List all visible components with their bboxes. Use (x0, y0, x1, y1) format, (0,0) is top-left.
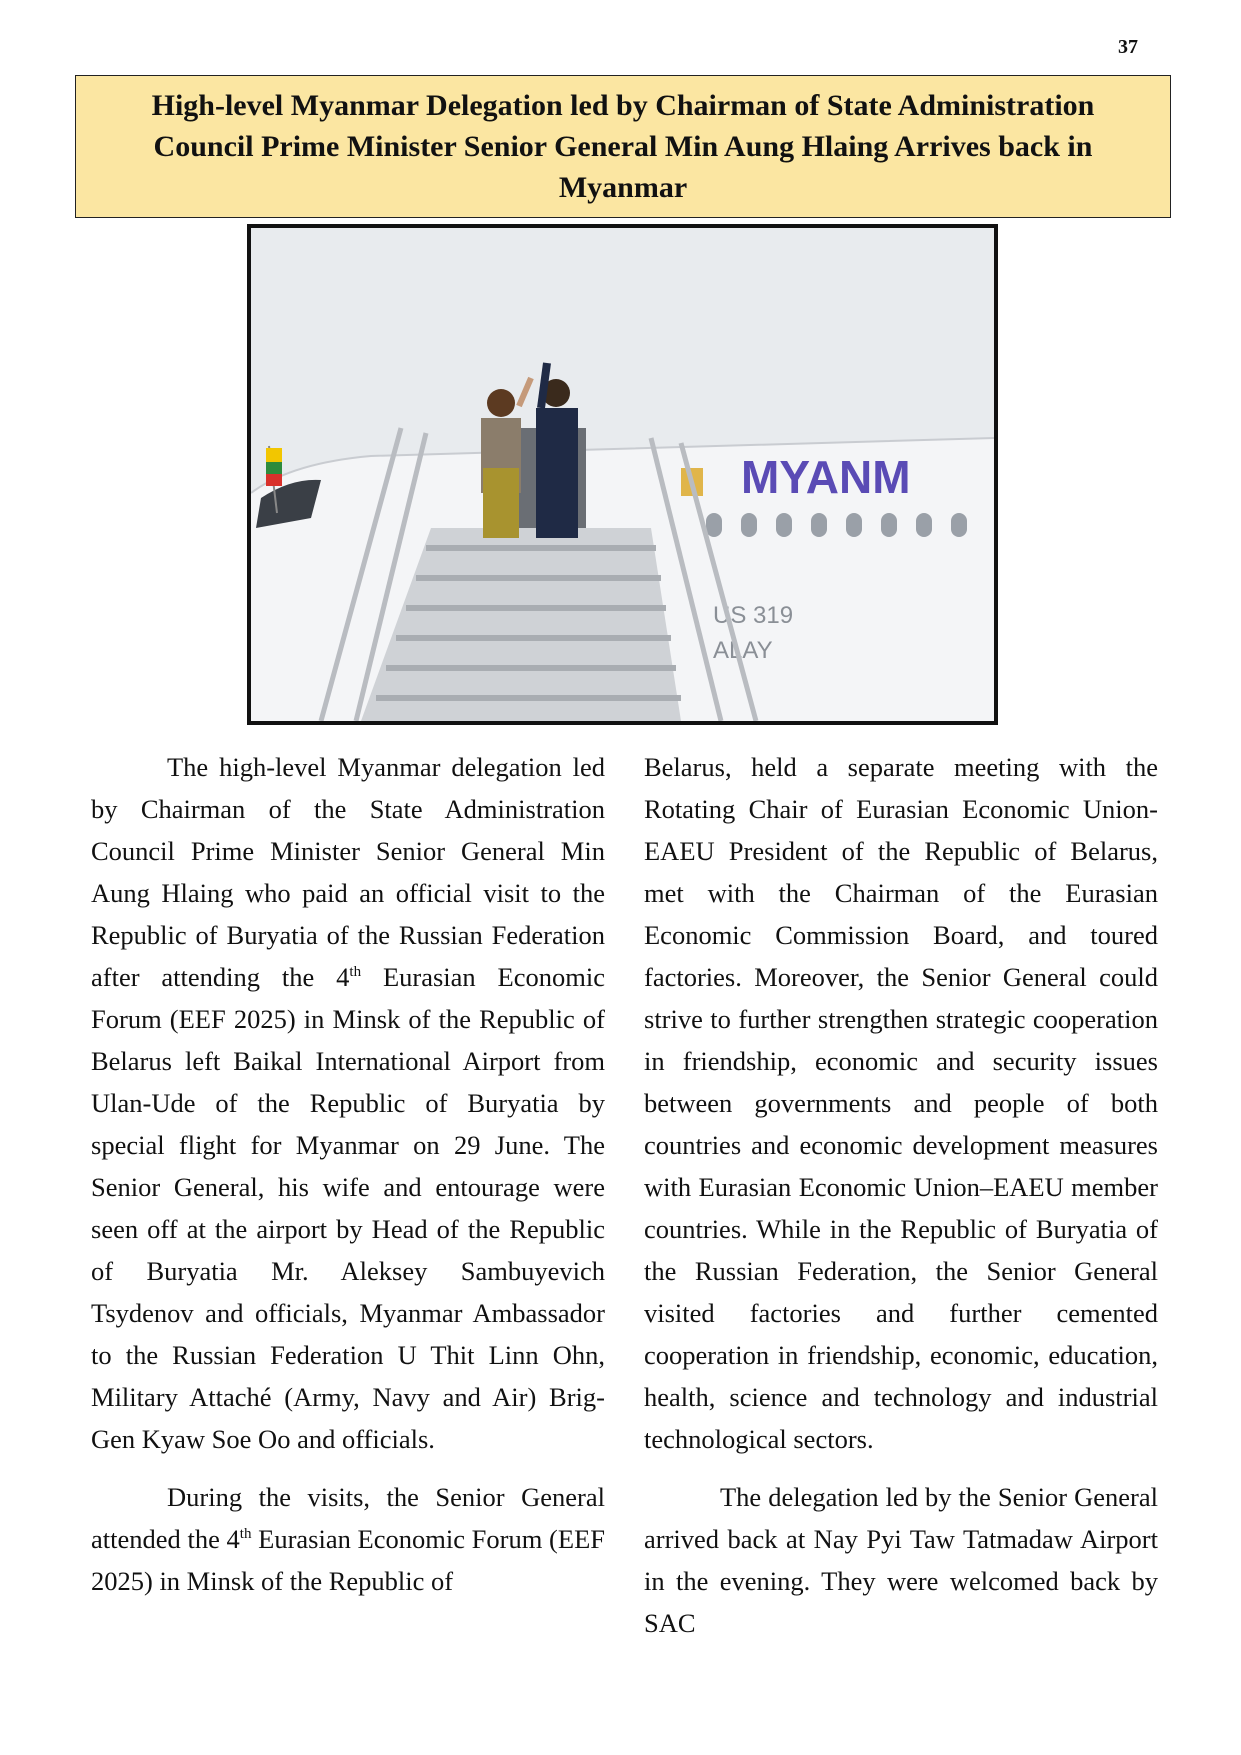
aircraft-name-fragment: ALAY (713, 637, 773, 664)
article-photo (247, 224, 998, 725)
article-paragraph-3: The delegation led by the Senior General arrived back at Nay Pyi Taw Tatmadaw Airport in the evening. They were welcomed back by SAC (644, 1482, 1158, 1638)
airplane-stairs-photo (251, 228, 994, 721)
article-title: High-level Myanmar Delegation led by Chairman of State Administration Council Prime Minister Senior General Min Aung Hlaing Arrives back in Myanmar (151, 89, 1095, 204)
page-number: 37 (1118, 36, 1138, 58)
paragraph-text: Eurasian Economic Forum (EEF 2025) in Minsk of the Republic of Belarus left Baikal International Airport from Ulan-Ude of the Republic of Buryatia by special flight for Myanmar on 29 June. The Senior General, his wife and entourage were seen off at the airport by Head of the Republic of Buryatia Mr. Aleksey Sambuyevich Tsydenov and officials, Myanmar Ambassador to the Russian Federation U Thit Linn Ohn, Military Attaché (Army, Navy and Air) Brig-Gen Kyaw Soe Oo and officials. (91, 962, 605, 1454)
article-column-right (644, 746, 1158, 1644)
article-paragraph-1 (91, 746, 605, 1460)
article-title-box (75, 75, 1171, 218)
aircraft-registration: US 319 (713, 602, 794, 629)
ordinal-suffix: th (349, 964, 362, 981)
article-paragraph-2 (91, 1476, 605, 1602)
article-column-left (91, 746, 605, 1602)
myanmar-flag-icon (266, 448, 282, 462)
paragraph-text: Eurasian Economic Forum (EEF 2025) in Minsk of the Republic of (91, 1524, 605, 1596)
paragraph-text: During the visits, the Senior General attended the 4 (91, 1482, 605, 1554)
ordinal-suffix: th (239, 1526, 252, 1543)
article-paragraph-2-continued: Belarus, held a separate meeting with the Rotating Chair of Eurasian Economic Union-EAEU President of the Republic of Belarus, met with the Chairman of the Eurasian Economic Commission Board, and toured factories. Moreover, the Senior General could strive to further strengthen strategic cooperation in friendship, economic and security issues between governments and people of both countries and economic development measures with Eurasian Economic Union–EAEU member countries. While in the Republic of Buryatia of the Russian Federation, the Senior General visited factories and further cemented cooperation in friendship, economic, education, health, science and technology and industrial technological sectors. (644, 752, 1158, 1454)
paragraph-text: The high-level Myanmar delegation led by Chairman of the State Administration Council Prime Minister Senior General Min Aung Hlaing who paid an official visit to the Republic of Buryatia of the Russian Federation after attending the 4 (91, 752, 605, 992)
airline-name: MYANM (741, 451, 911, 503)
